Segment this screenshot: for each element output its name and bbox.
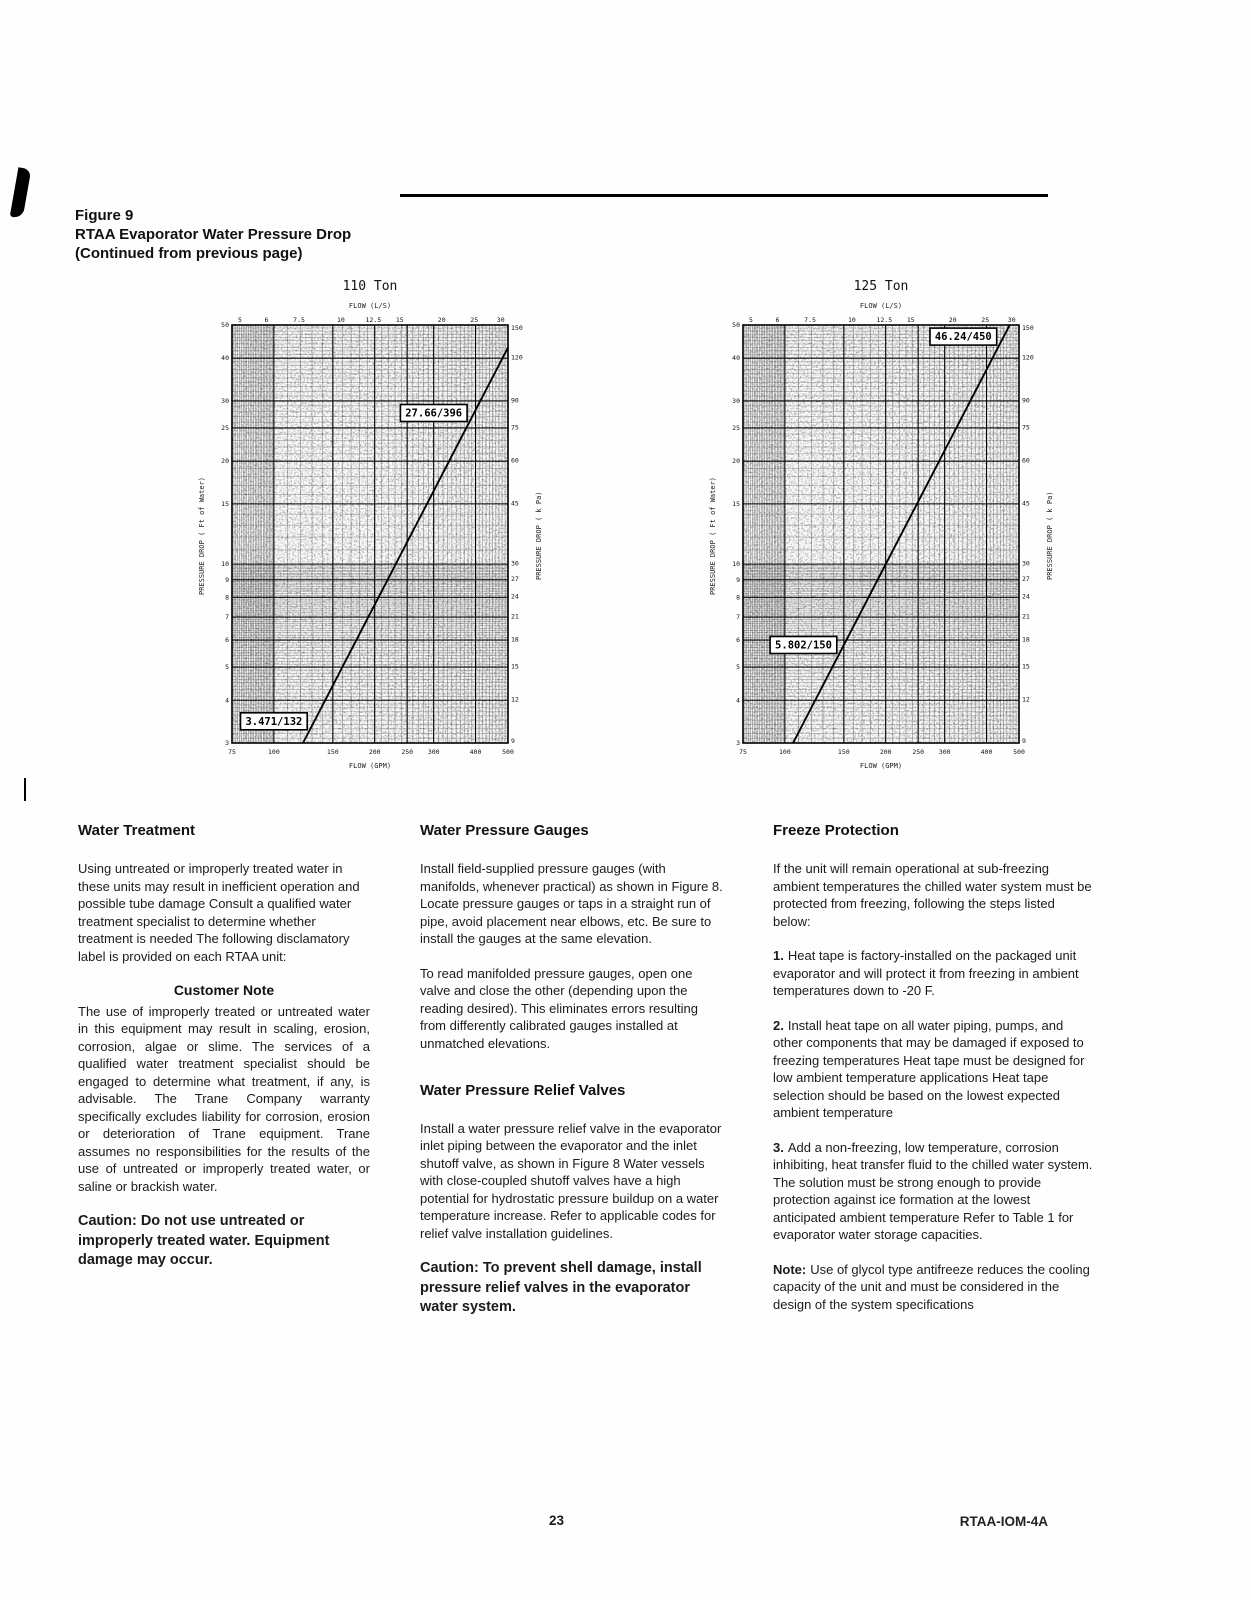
svg-text:500: 500 — [1012, 748, 1025, 756]
bottom-axis-label: FLOW (GPM) — [348, 762, 392, 770]
svg-text:7: 7 — [735, 613, 740, 622]
figure-label: Figure 9 — [75, 207, 134, 224]
customer-note-heading: Customer Note — [173, 982, 275, 998]
svg-text:24: 24 — [1021, 592, 1030, 601]
bottom-axis-label: FLOW (GPM) — [859, 762, 903, 770]
svg-text:40: 40 — [731, 354, 740, 363]
svg-text:25: 25 — [731, 424, 740, 432]
top-axis-label: FLOW (L/S) — [859, 302, 903, 310]
svg-text:4: 4 — [735, 696, 740, 705]
svg-text:27: 27 — [1021, 575, 1030, 584]
svg-text:150: 150 — [837, 748, 850, 756]
svg-text:60: 60 — [510, 456, 519, 465]
svg-text:300: 300 — [938, 748, 951, 756]
svg-text:6: 6 — [224, 636, 229, 644]
svg-text:75: 75 — [1021, 423, 1030, 432]
svg-text:5: 5 — [237, 316, 242, 324]
right-axis-label: PRESSURE DROP ( k Pa) — [534, 491, 543, 580]
left-axis-label: PRESSURE DROP ( Ft of Water) — [708, 476, 717, 595]
svg-text:4: 4 — [224, 696, 229, 705]
svg-text:25: 25 — [469, 316, 478, 324]
svg-text:21: 21 — [510, 612, 519, 621]
svg-text:18: 18 — [1021, 635, 1030, 644]
svg-text:12.5: 12.5 — [875, 316, 892, 324]
svg-text:75: 75 — [510, 423, 519, 432]
step-number: 2. — [773, 1017, 784, 1033]
svg-text:200: 200 — [368, 748, 381, 756]
svg-text:12: 12 — [1021, 695, 1030, 704]
document-number: RTAA-IOM-4A — [959, 1514, 1048, 1529]
header-rule — [400, 194, 1048, 197]
svg-text:46.24/450: 46.24/450 — [934, 331, 992, 344]
svg-text:300: 300 — [427, 748, 440, 756]
svg-text:8: 8 — [224, 593, 229, 602]
chart-svg-125-ton — [720, 312, 1043, 759]
svg-text:45: 45 — [1021, 499, 1030, 508]
body-text — [0, 822, 1251, 1335]
svg-text:30: 30 — [1007, 316, 1016, 324]
figure-caption — [75, 206, 1251, 263]
svg-text:5: 5 — [735, 663, 740, 672]
svg-text:20: 20 — [220, 457, 229, 466]
scan-artifact-mid — [24, 778, 26, 801]
svg-text:30: 30 — [731, 396, 740, 405]
svg-text:40: 40 — [220, 354, 229, 363]
svg-text:25: 25 — [980, 316, 989, 324]
section-heading: Freeze Protection — [773, 822, 899, 839]
svg-text:10: 10 — [220, 560, 229, 569]
svg-text:12: 12 — [510, 695, 519, 704]
chart-title: 125 Ton — [853, 279, 909, 294]
svg-text:150: 150 — [1021, 324, 1034, 332]
svg-text:27.66/396: 27.66/396 — [404, 407, 462, 420]
customer-note-body: The use of improperly treated or untreated water in this equipment may result in scaling, erosion, corrosion, algae or slime. The services of a qualified water treatment specialist should be engaged to determine what treatment, if any, is advisable. The Trane Company warranty specifically excludes liability for corrosion, erosion or deterioration of Trane equipment. Trane assumes no responsibilities for the results of the use of untreated or improperly treated water, or saline or brackish water. — [78, 1003, 370, 1194]
svg-text:150: 150 — [510, 324, 523, 332]
paragraph: To read manifolded pressure gauges, open one valve and close the other (depending upon the reading desired). This eliminates errors resulting from differently calibrated gauges installed at unmatched elevations. — [420, 965, 698, 1051]
left-axis-label: PRESSURE DROP ( Ft of Water) — [197, 476, 206, 595]
svg-text:27: 27 — [510, 575, 519, 584]
svg-text:25: 25 — [220, 424, 229, 432]
svg-text:15: 15 — [510, 662, 519, 671]
svg-text:250: 250 — [400, 748, 413, 756]
svg-text:120: 120 — [510, 353, 523, 362]
svg-text:20: 20 — [437, 316, 446, 324]
svg-text:6: 6 — [264, 316, 268, 324]
relief-valves-heading: Water Pressure Relief Valves — [420, 1082, 626, 1099]
svg-text:30: 30 — [220, 396, 229, 405]
svg-text:9: 9 — [510, 737, 515, 745]
svg-text:3.471/132: 3.471/132 — [244, 715, 302, 728]
note-lead: Note: — [773, 1261, 807, 1277]
caution-text: Caution: Do not use untreated or improperly treated water. Equipment damage may occur. — [78, 1213, 330, 1268]
svg-text:60: 60 — [1021, 456, 1030, 465]
right-axis-label: PRESSURE DROP ( k Pa) — [1045, 491, 1054, 580]
svg-text:5.802/150: 5.802/150 — [774, 639, 832, 652]
svg-text:10: 10 — [336, 316, 345, 324]
svg-text:6: 6 — [735, 636, 740, 644]
step-text: Add a non-freezing, low temperature, corrosion inhibiting, heat transfer fluid to the chilled water system. The solution must be strong enough to provide protection against ice formation at the lowest anticipated ambient temperature Refer to Table 1 for evaporator water storage capacities. — [773, 1139, 1093, 1242]
svg-text:500: 500 — [501, 748, 514, 756]
paragraph: If the unit will remain operational at sub-freezing ambient temperatures the chilled water system must be protected from freezing, following the steps listed below: — [773, 861, 1092, 929]
section-heading: Water Treatment — [78, 822, 195, 839]
svg-text:5: 5 — [748, 316, 753, 324]
step-number: 1. — [773, 948, 784, 963]
svg-text:150: 150 — [326, 748, 339, 756]
svg-text:45: 45 — [510, 499, 519, 508]
svg-text:3: 3 — [735, 739, 740, 747]
svg-text:75: 75 — [738, 748, 747, 756]
svg-text:90: 90 — [1021, 396, 1030, 405]
svg-text:75: 75 — [227, 748, 236, 756]
chart-125-ton — [706, 279, 1057, 770]
svg-text:15: 15 — [220, 499, 229, 508]
svg-text:30: 30 — [496, 316, 505, 324]
svg-text:9: 9 — [735, 575, 740, 584]
svg-text:30: 30 — [1021, 559, 1030, 568]
scan-artifact-top — [10, 167, 31, 218]
svg-text:10: 10 — [847, 316, 856, 324]
svg-text:15: 15 — [1021, 662, 1030, 671]
svg-text:12.5: 12.5 — [364, 316, 381, 324]
svg-text:3: 3 — [224, 739, 229, 747]
figure-subtitle: (Continued from previous page) — [75, 245, 303, 262]
svg-text:15: 15 — [731, 499, 740, 508]
svg-text:20: 20 — [948, 316, 957, 324]
svg-text:9: 9 — [1021, 737, 1026, 745]
note-text: Use of glycol type antifreeze reduces the cooling capacity of the unit and must be considered in the design of the system specifications — [773, 1261, 1090, 1312]
svg-text:20: 20 — [731, 457, 740, 466]
column-freeze-protection — [773, 822, 1095, 1335]
figure-title: RTAA Evaporator Water Pressure Drop — [75, 226, 352, 243]
paragraph: Install a water pressure relief valve in the evaporator inlet piping between the evaporator and the inlet shutoff valve, as shown in Figure 8 Water vessels with close-coupled shutoff valves have a high potential for hydrostatic pressure buildup on a water temperature increase. Refer to applicable codes for relief valve installation guidelines. — [420, 1120, 722, 1241]
svg-text:200: 200 — [879, 748, 892, 756]
svg-text:400: 400 — [469, 748, 481, 756]
svg-text:15: 15 — [906, 316, 915, 324]
svg-text:18: 18 — [510, 635, 519, 644]
svg-text:120: 120 — [1021, 353, 1034, 362]
paragraph: Install field-supplied pressure gauges (with manifolds, whenever practical) as shown in Figure 8. Locate pressure gauges or taps in a straight run of pipe, avoid placement near elbows, etc. Be sure to install the gauges at the same elevation. — [420, 861, 723, 946]
svg-text:7.5: 7.5 — [803, 316, 816, 324]
svg-text:6: 6 — [775, 316, 779, 324]
top-axis-label: FLOW (L/S) — [348, 302, 392, 310]
svg-text:7: 7 — [224, 613, 229, 622]
svg-text:100: 100 — [778, 748, 791, 756]
charts-region — [0, 279, 1251, 770]
step-number: 3. — [773, 1139, 784, 1155]
paragraph: Using untreated or improperly treated water in these units may result in inefficient operation and possible tube damage Consult a qualified water treatment specialist to determine whether treatment is needed The following disclamatory label is provided on each RTAA unit: — [78, 861, 360, 964]
svg-text:50: 50 — [220, 321, 229, 329]
section-heading: Water Pressure Gauges — [420, 822, 589, 839]
svg-text:250: 250 — [911, 748, 924, 756]
note-paragraph — [773, 1261, 1095, 1314]
step-3 — [773, 1139, 1095, 1244]
svg-text:90: 90 — [510, 396, 519, 405]
svg-text:400: 400 — [980, 748, 992, 756]
column-water-pressure-gauges — [420, 822, 723, 1335]
chart-110-ton — [195, 279, 546, 770]
step-text: Install heat tape on all water piping, pumps, and other components that may be damaged if exposed to freezing temperatures Heat tape must be designed for low ambient temperature applications Heat tape selection should be based on the lowest expected ambient temperature — [773, 1017, 1085, 1120]
svg-text:30: 30 — [510, 559, 519, 568]
svg-text:5: 5 — [224, 663, 229, 672]
svg-text:8: 8 — [735, 593, 740, 602]
chart-title: 110 Ton — [342, 279, 398, 294]
step-2 — [773, 1017, 1095, 1122]
svg-text:21: 21 — [1021, 612, 1030, 621]
page-number: 23 — [549, 1513, 565, 1528]
step-text: Heat tape is factory-installed on the packaged unit evaporator and will protect it from freezing in ambient temperatures down to -20 F. — [773, 948, 1079, 998]
caution-text: Caution: To prevent shell damage, install pressure relief valves in the evaporator water system. — [420, 1260, 702, 1315]
chart-svg-110-ton — [209, 312, 532, 759]
step-1 — [773, 947, 1095, 1000]
svg-text:24: 24 — [510, 592, 519, 601]
svg-text:100: 100 — [267, 748, 280, 756]
svg-text:9: 9 — [224, 575, 229, 584]
svg-text:50: 50 — [731, 321, 740, 329]
svg-text:15: 15 — [395, 316, 404, 324]
svg-text:7.5: 7.5 — [292, 316, 305, 324]
svg-text:10: 10 — [731, 560, 740, 569]
column-water-treatment — [78, 822, 370, 1335]
